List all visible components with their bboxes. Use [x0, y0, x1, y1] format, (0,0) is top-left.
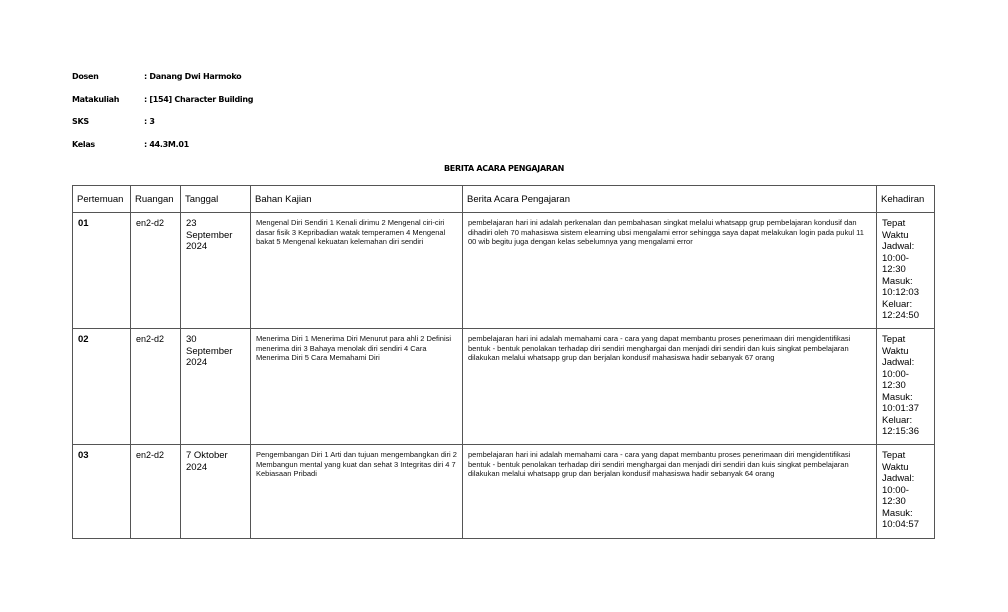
- attendance-status: Tepat Waktu: [882, 334, 909, 357]
- attendance-out: Keluar: 12:24:50: [882, 298, 919, 321]
- column-header: Bahan Kajian: [251, 186, 463, 213]
- attendance: [877, 329, 935, 445]
- info-label: Kelas: [72, 140, 95, 149]
- teaching-report-table: [72, 185, 935, 539]
- column-header: Kehadiran: [877, 186, 935, 213]
- attendance-in: Masuk: 10:12:03: [882, 275, 919, 298]
- info-label: Matakuliah: [72, 95, 120, 104]
- date: 30 September 2024: [181, 329, 251, 445]
- info-value: : 3: [144, 117, 155, 126]
- attendance: [877, 445, 935, 539]
- date: 23 September 2024: [181, 213, 251, 329]
- room: en2-d2: [131, 213, 181, 329]
- info-value: : [154] Character Building: [144, 95, 254, 104]
- info-label: Dosen: [72, 72, 99, 81]
- teaching-report: pembelajaran hari ini adalah memahami cara - cara yang dapat membantu proses penerimaan diri mengidentifikasi bentuk - bentuk penolakan terhadap diri sendiri menghargai dan menjadi diri sendiri dan kuis singkat pembelajaran dilakukan melalui whatsapp grup dan berjalan kondusif mahasiswa hadir sebanyak 67 orang: [463, 329, 877, 445]
- document-title: BERITA ACARA PENGAJARAN: [444, 164, 564, 173]
- meeting-number: 02: [73, 329, 131, 445]
- date: 7 Oktober 2024: [181, 445, 251, 539]
- attendance-status: Tepat Waktu: [882, 450, 909, 473]
- attendance-schedule: Jadwal: 10:00-12:30: [882, 473, 915, 507]
- meeting-number: 01: [73, 213, 131, 329]
- column-header: Pertemuan: [73, 186, 131, 213]
- attendance-out: Keluar: 12:15:36: [882, 414, 919, 437]
- attendance-in: Masuk: 10:01:37: [882, 391, 919, 414]
- teaching-report: pembelajaran hari ini adalah perkenalan dan pembahasan singkat melalui whatsapp grup pembelajaran kondusif dan dihadiri oleh 70 mahasiswa sistem elearning ubsi mengalami error sehingga saya dapat melakukan login pada pukul 11 00 wib begitu juga dengan kelas sebelumnya yang mengalami error: [463, 213, 877, 329]
- attendance-in: Masuk: 10:04:57: [882, 507, 919, 530]
- table-row: [73, 445, 935, 539]
- meeting-number: 03: [73, 445, 131, 539]
- study-material: Mengenal Diri Sendiri 1 Kenali dirimu 2 Mengenal ciri-ciri dasar fisik 3 Kepribadian watak temperamen 4 Mengenal bakat 5 Mengenal kekuatan kelemahan diri sendiri: [251, 213, 463, 329]
- attendance: [877, 213, 935, 329]
- room: en2-d2: [131, 445, 181, 539]
- attendance-schedule: Jadwal: 10:00-12:30: [882, 357, 915, 391]
- table-row: [73, 213, 935, 329]
- column-header: Berita Acara Pengajaran: [463, 186, 877, 213]
- info-value: : Danang Dwi Harmoko: [144, 72, 242, 81]
- study-material: Menerima Diri 1 Menerima Diri Menurut para ahli 2 Definisi menerima diri 3 Bahaya menolak diri sendiri 4 Cara Menerima Diri 5 Cara Memahami Diri: [251, 329, 463, 445]
- attendance-status: Tepat Waktu: [882, 218, 909, 241]
- column-header: Tanggal: [181, 186, 251, 213]
- table-row: [73, 329, 935, 445]
- teaching-report: pembelajaran hari ini adalah memahami cara - cara yang dapat membantu proses penerimaan diri mengidentifikasi bentuk - bentuk penolakan terhadap diri sendiri menghargai dan menjadi diri sendiri dan kuis singkat pembelajaran dilakukan melalui whatsapp grup dan berjalan kondusif mahasiswa hadir sebanyak 64 orang: [463, 445, 877, 539]
- info-label: SKS: [72, 117, 89, 126]
- table-header-row: [73, 186, 935, 213]
- study-material: Pengembangan Diri 1 Arti dan tujuan mengembangkan diri 2 Membangun mental yang kuat dan sehat 3 Integritas diri 4 7 Kebiasaan Pribadi: [251, 445, 463, 539]
- column-header: Ruangan: [131, 186, 181, 213]
- info-value: : 44.3M.01: [144, 140, 189, 149]
- attendance-schedule: Jadwal: 10:00-12:30: [882, 241, 915, 275]
- room: en2-d2: [131, 329, 181, 445]
